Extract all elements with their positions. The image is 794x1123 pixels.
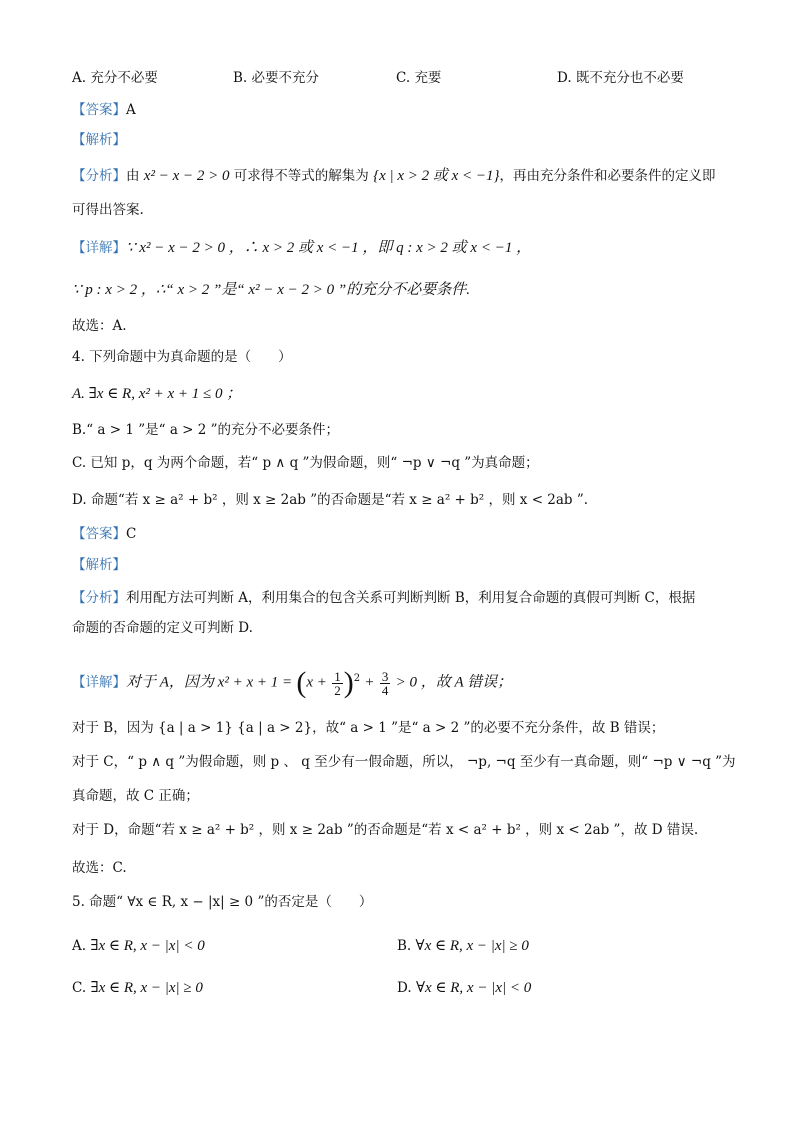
q3-xiangjie-line1: 【详解】∵ x² − x − 2 > 0 ，∴ x > 2 或 x < −1 ，即 q : x > 2 或 x < −1 ， bbox=[72, 240, 532, 256]
q4-option-b: B.“ a > 1 ”是“ a > 2 ”的充分不必要条件； bbox=[72, 422, 340, 438]
q5-option-b: B. ∀x ∈ R, x − |x| ≥ 0 bbox=[397, 938, 529, 954]
q3-fenxi-line2: 可得出答案. bbox=[72, 202, 144, 218]
q3-option-a: A. 充分不必要 bbox=[72, 70, 158, 86]
q3-option-b: B. 必要不充分 bbox=[233, 70, 320, 86]
q4-choose: 故选：C. bbox=[72, 860, 127, 876]
q5-option-d: D. ∀x ∈ R, x − |x| < 0 bbox=[397, 980, 532, 996]
q3-analysis-heading: 【解析】 bbox=[72, 132, 126, 148]
q3-option-c: C. 充要 bbox=[396, 70, 442, 86]
q4-fenxi-line2: 命题的否命题的定义可判断 D. bbox=[72, 620, 253, 636]
q4-xiangjie-a: 【详解】对于 A，因为 x² + x + 1 = (x + $\frac{1}{2}$ )$^2$ + $\frac{3}{4}$ > 0 ，故 A 错误； bbox=[72, 666, 513, 699]
q4-xiangjie-d: 对于 D，命题“若 x ≥ a² + b² ，则 x ≥ 2ab ”的否命题是“若 x < a² + b² ，则 x < 2ab ”，故 D 错误. bbox=[72, 822, 699, 838]
q4-option-a: A. ∃x ∈ R, x² + x + 1 ≤ 0 ； bbox=[72, 386, 242, 402]
q3-xiangjie-line2: ∵ p : x > 2 ，∴“ x > 2 ”是“ x² − x − 2 > 0 ”的充分不必要条件. bbox=[72, 282, 470, 298]
q4-xiangjie-b: 对于 B，因为 {a | a > 1} {a | a > 2}，故“ a > 1 ”是“ a > 2 ”的必要不充分条件，故 B 错误； bbox=[72, 720, 665, 736]
q3-answer: 【答案】A bbox=[72, 102, 136, 118]
q4-option-c: C. 已知 p，q 为两个命题，若“ p ∧ q ”为假命题，则“ ¬p ∨ ¬q ”为真命题； bbox=[72, 455, 539, 471]
q4-xiangjie-c-line2: 真命题，故 C 正确； bbox=[72, 788, 199, 804]
q4-option-d: D. 命题“若 x ≥ a² + b² ，则 x ≥ 2ab ”的否命题是“若 x ≥ a² + b² ，则 x < 2ab ”. bbox=[72, 492, 589, 508]
fraction-one-half: $\frac{1}{2}$ bbox=[334, 668, 341, 698]
q4-stem: 4. 下列命题中为真命题的是（ ） bbox=[72, 349, 292, 365]
q4-fenxi-line1: 【分析】利用配方法可判断 A，利用集合的包含关系可判断判断 B，利用复合命题的真假可判断 C，根据 bbox=[72, 590, 696, 606]
q5-option-a: A. ∃x ∈ R, x − |x| < 0 bbox=[72, 938, 205, 954]
q3-choose: 故选：A. bbox=[72, 318, 127, 334]
q4-answer: 【答案】C bbox=[72, 526, 137, 542]
q4-analysis-heading: 【解析】 bbox=[72, 557, 126, 573]
q5-stem: 5. 命题“ ∀x ∈ R, x − |x| ≥ 0 ”的否定是（ ） bbox=[72, 894, 373, 910]
q4-xiangjie-c-line1: 对于 C，“ p ∧ q ”为假命题，则 p 、 q 至少有一假命题，所以， ¬p, ¬q 至少有一真命题，则“ ¬p ∨ ¬q ”为 bbox=[72, 754, 736, 770]
q3-option-d: D. 既不充分也不必要 bbox=[557, 70, 684, 86]
q3-fenxi-line1: 【分析】由 x² − x − 2 > 0 可求得不等式的解集为 {x | x > 2 或 x < −1}，再由充分条件和必要条件的定义即 bbox=[72, 168, 716, 184]
fraction-three-quarters: $\frac{3}{4}$ bbox=[381, 668, 389, 698]
q5-option-c: C. ∃x ∈ R, x − |x| ≥ 0 bbox=[72, 980, 203, 996]
